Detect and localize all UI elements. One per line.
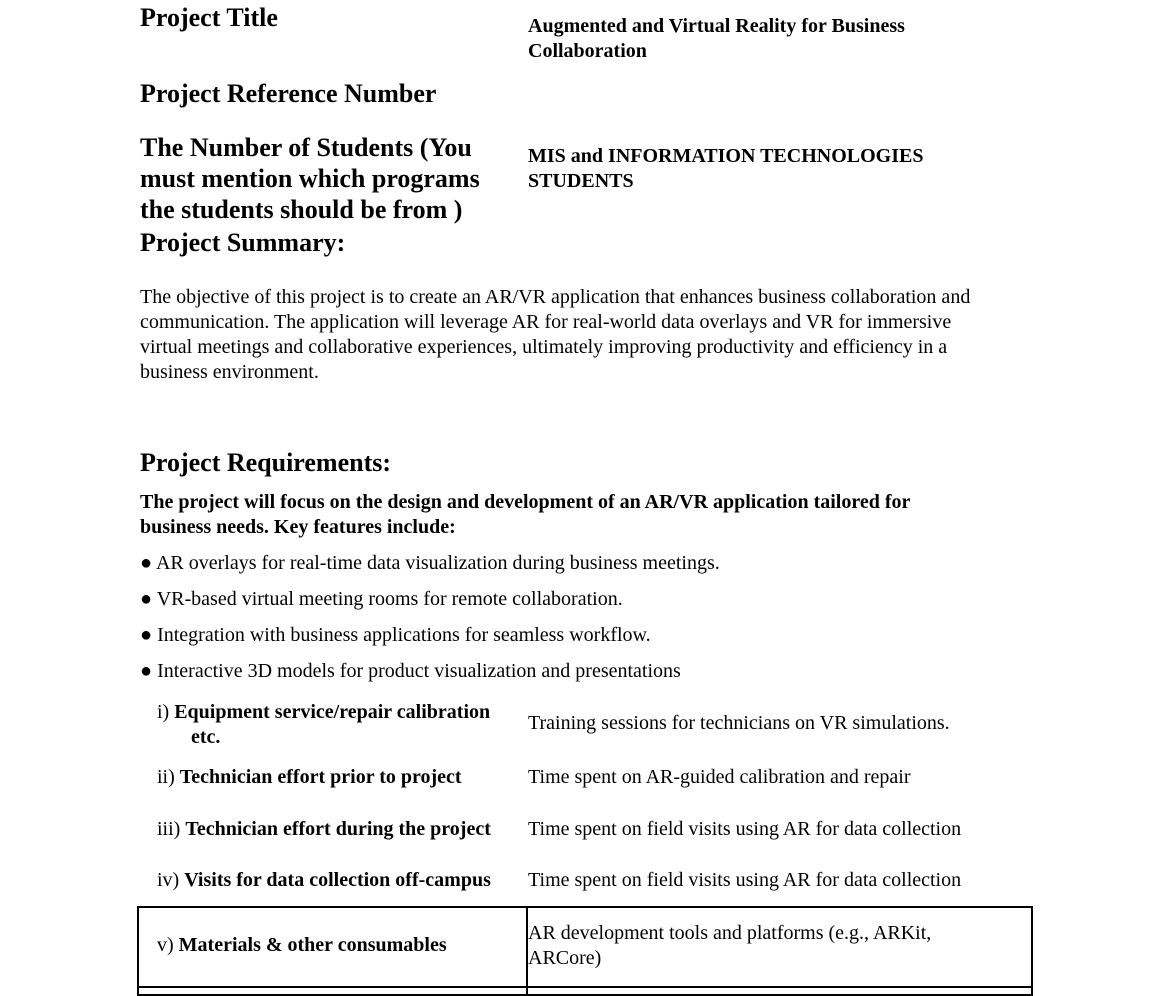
item-label-text: Materials & other consumables: [178, 934, 447, 956]
item-label: [157, 933, 447, 958]
requirements-intro-line: The project will focus on the design and development of an AR/VR application tailored for: [140, 491, 911, 513]
number-of-students-value: [528, 144, 923, 194]
item-value: Training sessions for technicians on VR simulations.: [528, 712, 950, 734]
number-of-students-value-line: STUDENTS: [528, 170, 634, 192]
requirement-bullet: ● Interactive 3D models for product visualization and presentations: [140, 660, 681, 682]
item-label-text: Equipment service/repair calibration: [174, 701, 491, 723]
item-number: i): [157, 701, 175, 723]
item-value: Time spent on AR-guided calibration and repair: [528, 766, 911, 788]
item-label-text: etc.: [191, 726, 221, 748]
item-label: [157, 817, 491, 842]
number-of-students-label: [140, 132, 480, 225]
item-value-line: ARCore): [528, 947, 602, 969]
number-of-students-label-line: The Number of Students (You: [140, 133, 472, 162]
project-title-label: Project Title: [140, 3, 278, 32]
item-label-text: Technician effort during the project: [185, 818, 491, 840]
item-label: [157, 700, 490, 750]
item-label-text: Technician effort prior to project: [179, 766, 462, 788]
item-number: iv): [157, 869, 185, 891]
table-bottom-border: [139, 986, 1031, 988]
number-of-students-label-line: the students should be from ): [140, 195, 463, 224]
item-number: v): [157, 934, 179, 956]
item-value-line: AR development tools and platforms (e.g., ARKit,: [528, 922, 932, 944]
project-title-value-line: Augmented and Virtual Reality for Business: [528, 15, 905, 37]
project-summary-text: [140, 285, 970, 385]
project-reference-label: Project Reference Number: [140, 79, 437, 108]
number-of-students-value-line: MIS and INFORMATION TECHNOLOGIES: [528, 145, 924, 167]
requirement-bullet: ● VR-based virtual meeting rooms for remote collaboration.: [140, 588, 623, 610]
summary-line: The objective of this project is to create an AR/VR application that enhances business collaboration and: [140, 286, 971, 308]
item-value: [528, 921, 931, 971]
project-title-value-line: Collaboration: [528, 40, 647, 62]
summary-line: business environment.: [140, 361, 319, 383]
item-label: [157, 868, 491, 893]
requirements-intro-line: business needs. Key features include:: [140, 516, 456, 538]
item-number: ii): [157, 766, 180, 788]
summary-line: communication. The application will leverage AR for real-world data overlays and VR for immersive: [140, 311, 952, 333]
number-of-students-label-line: must mention which programs: [140, 164, 480, 193]
project-requirements-heading: Project Requirements:: [140, 448, 392, 477]
requirement-bullet: ● Integration with business applications for seamless workflow.: [140, 624, 651, 646]
item-value: Time spent on field visits using AR for data collection: [528, 869, 962, 891]
project-summary-heading: Project Summary:: [140, 228, 346, 257]
requirements-intro: [140, 490, 910, 540]
requirement-bullet: ● AR overlays for real-time data visualization during business meetings.: [140, 552, 720, 574]
item-label: [157, 765, 462, 790]
summary-line: virtual meetings and collaborative experiences, ultimately improving productivity and efficiency in a: [140, 336, 948, 358]
item-value: Time spent on field visits using AR for data collection: [528, 818, 962, 840]
item-number: iii): [157, 818, 186, 840]
project-title-value: [528, 14, 905, 64]
item-label-text: Visits for data collection off-campus: [184, 869, 491, 891]
